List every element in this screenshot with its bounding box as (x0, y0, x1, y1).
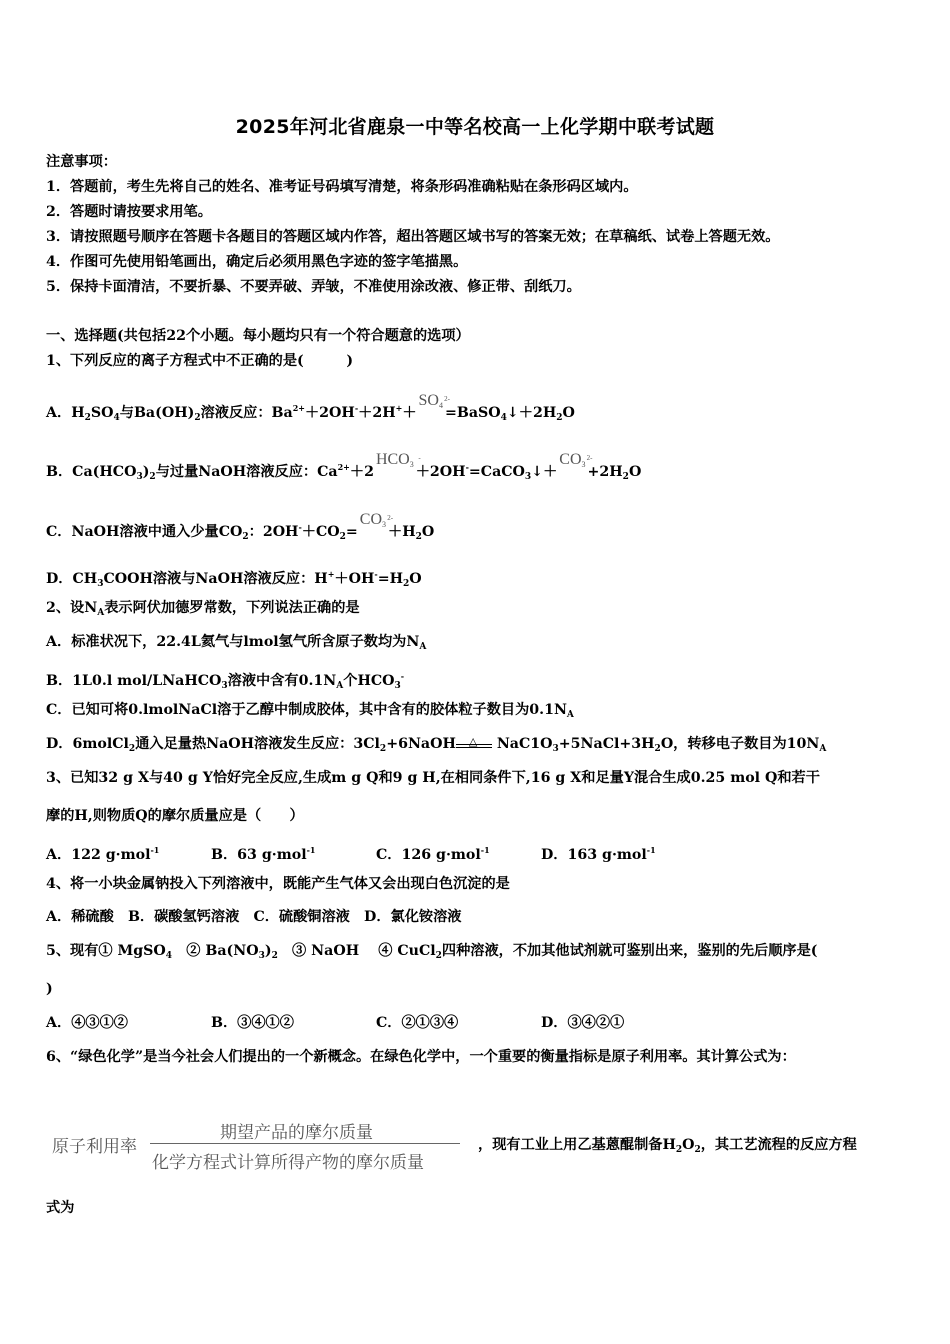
question-1-option-a: A．$H_2SO_4$与$Ba(OH)_2$溶液反应：$Ba^{2+}+2OH^-+2H^++SO4$ 2- $=BaSO_4↓+2H_2O$ (46, 392, 575, 423)
bicarbonate-ion: HCO3 - (375, 451, 421, 469)
notice-item: 3．请按照题号顺序在答题卡各题目的答题区域内作答，超出答题区域书写的答案无效；在草稿纸、试卷上答题无效。 (46, 229, 780, 245)
question-3-stem: 3、已知32 g X与40 g Y恰好完全反应,生成m g Q和9 g H,在相同条件下,16 g X和足量Y混合生成0.25 mol Q和若干 (46, 770, 820, 786)
question-2-option-d: D．6molCl$_2$通入足量热NaOH溶液发生反应：$3Cl_2+6NaOH$ △ $NaC1O_3+5NaCl+3H_2O$，转移电子数目为$10N_A$ (46, 735, 827, 754)
question-1-option-c: C．NaOH溶液中通入少量$CO_2$：$2OH^-+CO_2=CO3$ 2- $+H_2O$ (46, 511, 435, 542)
question-4-stem: 4、将一小块金属钠投入下列溶液中，既能产生气体又会出现白色沉淀的是 (46, 876, 510, 892)
notice-item: 1．答题前，考生先将自己的姓名、准考证号码填写清楚，将条形码准确粘贴在条形码区域内。 (46, 179, 638, 195)
atom-utilization-formula (52, 1118, 472, 1173)
heat-condition-sign: △ (456, 738, 492, 750)
section-heading: 一、选择题(共包括22个小题。每小题均只有一个符合题意的选项） (46, 328, 470, 344)
notice-item: 5．保持卡面清洁，不要折暴、不要弄破、弄皱，不准使用涂改液、修正带、刮纸刀。 (46, 279, 581, 295)
question-6-text-end: 式为 (46, 1200, 75, 1216)
formula-denominator: 化学方程式计算所得产物的摩尔质量 (152, 1153, 424, 1173)
formula-lhs: 原子利用率 (52, 1137, 137, 1157)
carbonate-ion: CO3 2- (559, 451, 593, 469)
notice-item: 2．答题时请按要求用笔。 (46, 204, 212, 220)
question-5-stem: 5、现有① MgSO$_4$ ② $Ba(NO_3)_2$ ③ NaOH ④ CuCl$_2$四种溶液，不加其他试剂就可鉴别出来，鉴别的先后顺序是( (46, 943, 818, 961)
question-1-option-b: B．$Ca(HCO_3)_2$与过量NaOH溶液反应：$Ca^{2+}+2HCO3$ - ＋2OH-=CaCO$_3$↓＋CO3 2- $+2H_2O$ (46, 451, 642, 482)
notice-item: 4．作图可先使用铅笔画出，确定后必须用黑色字迹的签字笔描黑。 (46, 254, 468, 270)
question-2-stem: 2、设$N_A$表示阿伏加德罗常数，下列说法正确的是 (46, 600, 360, 618)
question-2-option-a: A．标准状况下，22.4L氦气与lmol氢气所含原子数均为$N_A$ (46, 634, 427, 652)
sulfate-ion: SO4 2- (418, 392, 450, 410)
formula-numerator: 期望产品的摩尔质量 (220, 1123, 373, 1143)
notice-heading: 注意事项： (46, 154, 117, 170)
question-6-text-cont: ，现有工业上用乙基蒽醌制备$H_2O_2$，其工艺流程的反应方程 (478, 1137, 857, 1155)
question-5-stem-cont: ) (46, 981, 53, 997)
page-title: 2025年河北省鹿泉一中等名校高一上化学期中联考试题 (235, 116, 715, 138)
question-2-option-c: C．已知可将0.lmolNaCl溶于乙醇中制成胶体，其中含有的胶体粒子数目为$0.1N_A$ (46, 702, 574, 720)
fraction-bar (150, 1143, 460, 1144)
question-4-options: A．稀硫酸 B．碳酸氢钙溶液 C．硫酸铜溶液 D．氯化铵溶液 (46, 909, 462, 925)
question-1-option-d: D．$CH_3COOH$溶液与NaOH溶液反应：$H^++OH^-=H_2O$ (46, 569, 422, 589)
carbonate-ion: CO3 2- (359, 511, 394, 529)
question-3-stem-cont: 摩的H,则物质Q的摩尔质量应是（ ） (46, 808, 304, 824)
question-2-option-b: B．1L0.l mol/LNaHCO$_3$溶液中含有$0.1N_A$个$HCO_3^-$ (46, 671, 405, 691)
question-1-stem: 1、下列反应的离子方程式中不正确的是( ) (46, 353, 354, 369)
question-6-stem: 6、“绿色化学”是当今社会人们提出的一个新概念。在绿色化学中，一个重要的衡量指标是原子利用率。其计算公式为： (46, 1049, 796, 1065)
question-5-options: A．④③①② B．③④①② C．②①③④ D．③④②① (46, 1015, 625, 1031)
question-3-options: A．122 g·mol$^{-1}$ B．63 g·mol$^{-1}$ C．126 g·mol$^{-1}$ D．163 g·mol$^{-1}$ (46, 845, 656, 863)
